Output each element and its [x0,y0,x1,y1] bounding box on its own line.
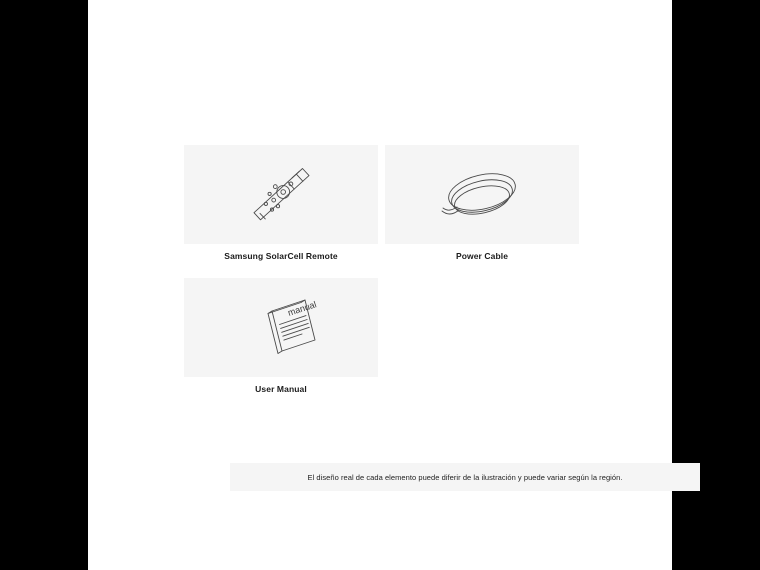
accessory-label: Samsung SolarCell Remote [224,251,338,261]
list-item[interactable] [184,145,378,261]
document-page [88,0,672,570]
footnote-band [230,463,700,491]
coiled-cable-illustration [385,145,579,244]
list-item[interactable] [184,278,378,394]
footnote-text: El diseño real de cada elemento puede diferir de la ilustración y puede variar según la región. [307,472,623,482]
accessory-thumbnail [184,145,378,244]
accessory-label: User Manual [255,384,307,394]
remote-control-illustration [184,145,378,244]
accessory-thumbnail [385,145,579,244]
list-item[interactable] [385,145,579,261]
manual-booklet-illustration [184,278,378,377]
accessory-thumbnail [184,278,378,377]
accessory-label: Power Cable [455,251,509,261]
manual-cover-text: manual [286,299,318,318]
